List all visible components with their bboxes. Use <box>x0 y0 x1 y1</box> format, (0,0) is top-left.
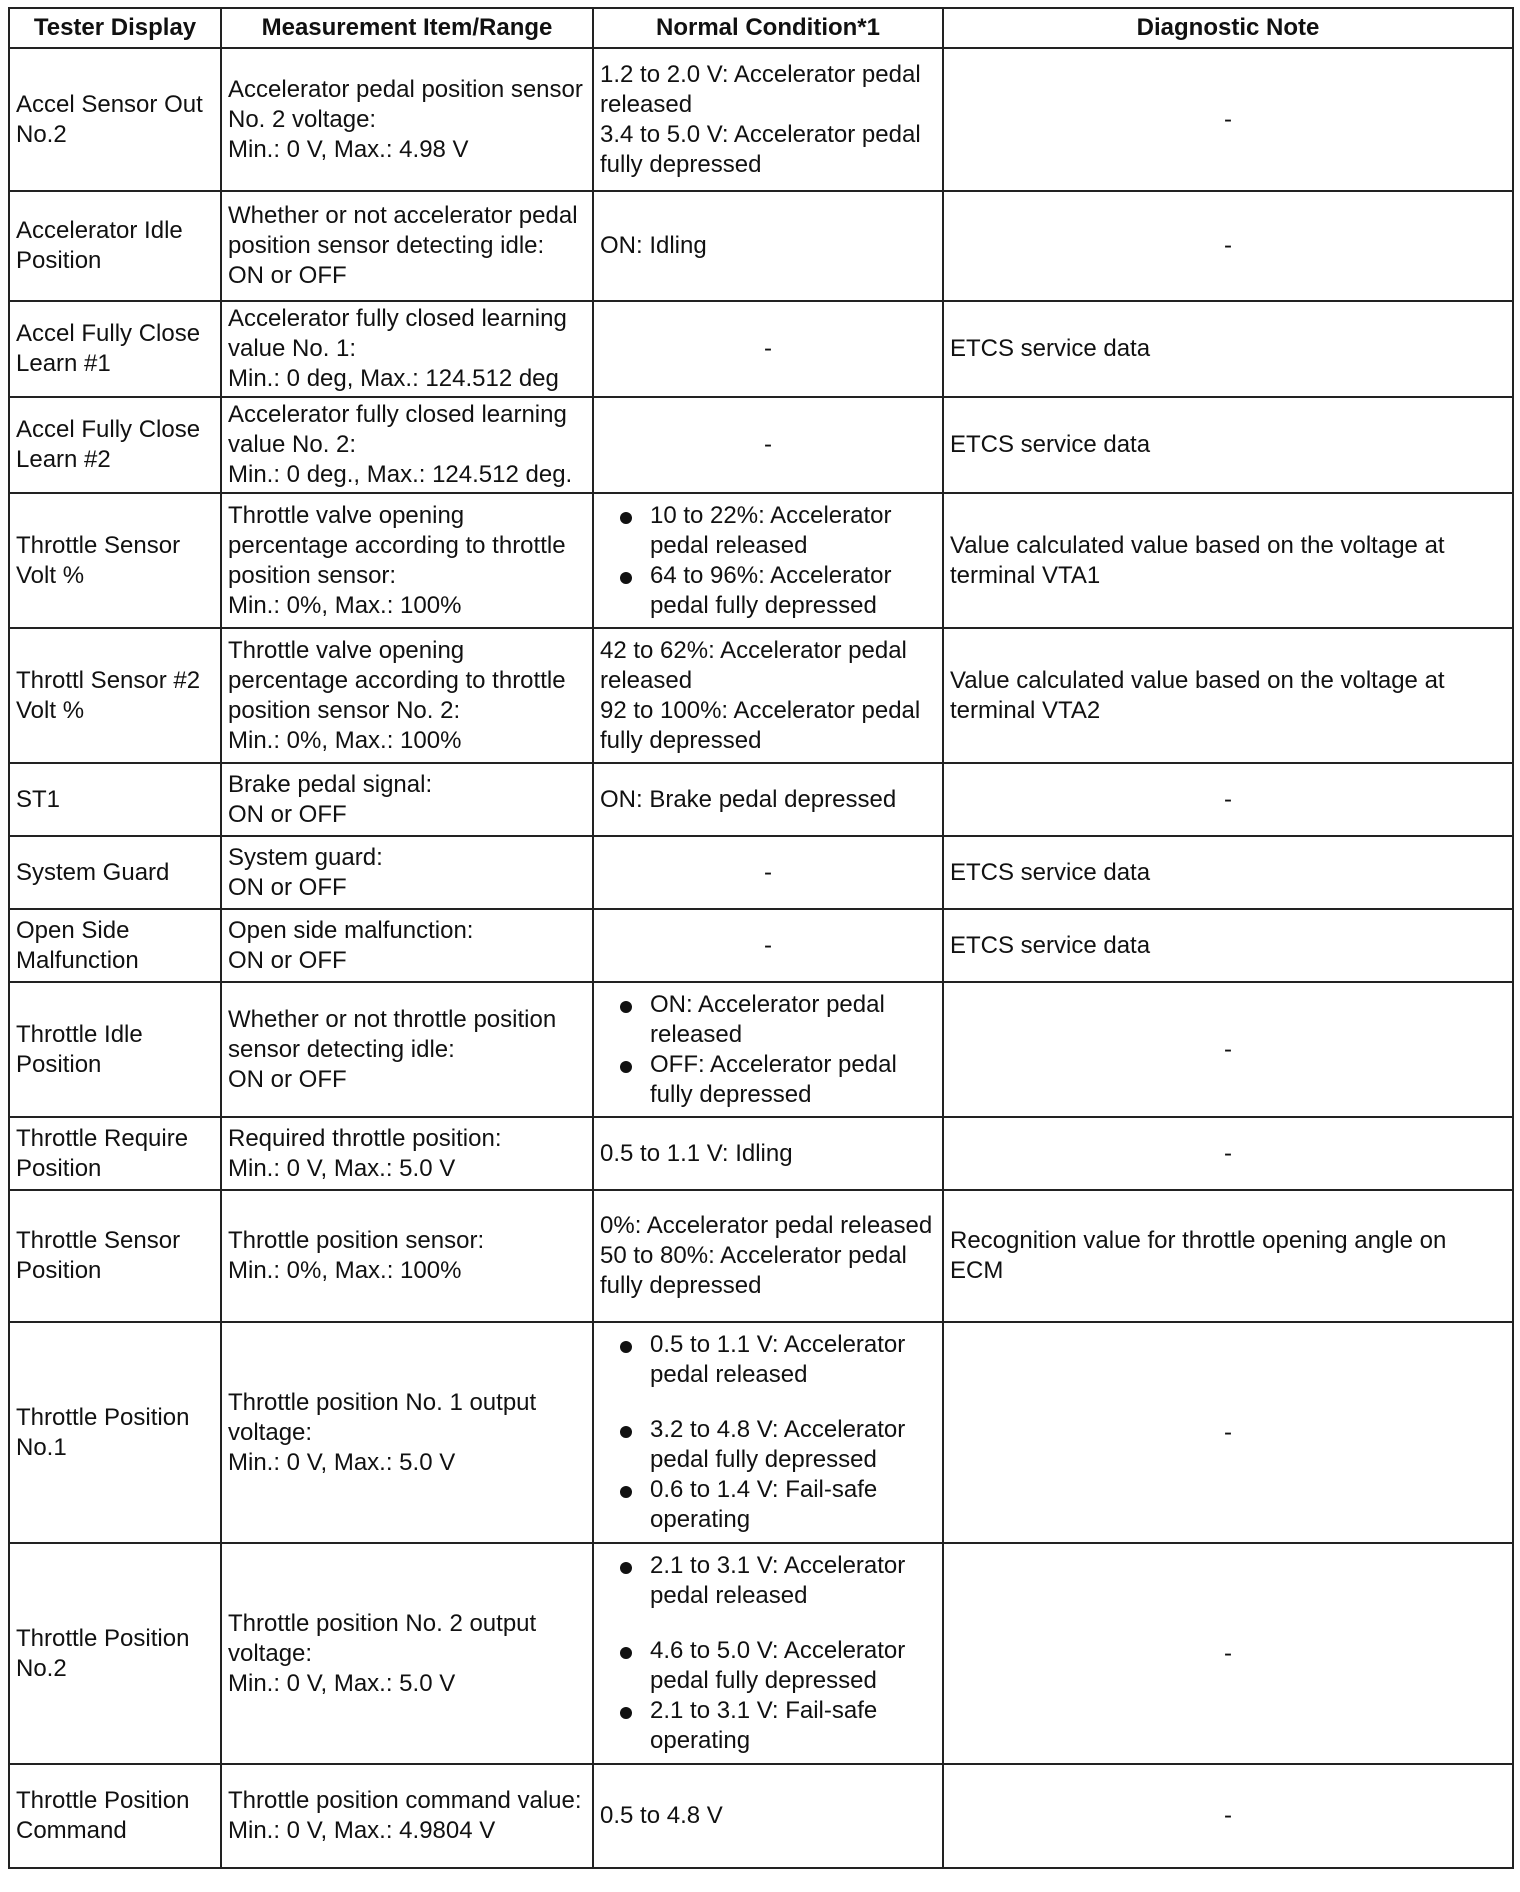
table-row <box>9 1322 1513 1543</box>
condition-line: 1.2 to 2.0 V: Accelerator pedal released <box>600 60 921 118</box>
bullet-dot-icon <box>620 1061 632 1073</box>
bullet-dot-icon <box>620 1486 632 1498</box>
measurement-range-cell <box>221 1764 593 1868</box>
table-row <box>9 982 1513 1117</box>
condition-bullet-item <box>600 1636 936 1696</box>
diagnostic-note-cell: - <box>943 1543 1513 1764</box>
table-row <box>9 628 1513 763</box>
range-line: Accelerator pedal position sensor No. 2 voltage: <box>228 75 583 133</box>
bullet-dot-icon <box>620 1341 632 1353</box>
tester-display-cell: Throttle Position No.2 <box>9 1543 221 1764</box>
diagnostic-note-cell: Recognition value for throttle opening angle on ECM <box>943 1190 1513 1322</box>
range-line: Whether or not throttle position sensor detecting idle: <box>228 1005 557 1063</box>
tester-display-cell: Open Side Malfunction <box>9 909 221 982</box>
condition-bullet-text: OFF: Accelerator pedal fully depressed <box>650 1050 897 1108</box>
condition-bullet-list <box>600 1330 936 1535</box>
condition-bullet-text: 10 to 22%: Accelerator pedal released <box>650 501 892 559</box>
tester-display-cell: ST1 <box>9 763 221 836</box>
normal-condition-cell <box>593 301 943 397</box>
condition-line: 0%: Accelerator pedal released <box>600 1212 933 1239</box>
condition-line: 42 to 62%: Accelerator pedal released <box>600 636 907 694</box>
header-row <box>9 8 1513 48</box>
range-line: ON or OFF <box>228 262 347 289</box>
table-row <box>9 191 1513 301</box>
range-line: System guard: <box>228 843 383 871</box>
range-line: Min.: 0 V, Max.: 5.0 V <box>228 1669 456 1697</box>
normal-condition-cell <box>593 628 943 763</box>
normal-condition-cell <box>593 1117 943 1190</box>
condition-bullet-item <box>600 1696 936 1756</box>
condition-bullet-text: 0.5 to 1.1 V: Accelerator pedal released <box>650 1331 906 1388</box>
measurement-range-cell <box>221 1322 593 1543</box>
condition-line: - <box>764 335 772 362</box>
table-row <box>9 909 1513 982</box>
tester-display-cell: Accelerator Idle Position <box>9 191 221 301</box>
normal-condition-cell <box>593 1764 943 1868</box>
condition-bullet-item <box>600 1050 936 1110</box>
tester-display-cell: Throttl Sensor #2 Volt % <box>9 628 221 763</box>
normal-condition-cell <box>593 493 943 628</box>
tester-display-cell: System Guard <box>9 836 221 909</box>
range-line: ON or OFF <box>228 800 347 828</box>
table-row <box>9 836 1513 909</box>
range-line: Throttle position No. 2 output voltage: <box>228 1609 537 1667</box>
condition-line: 3.4 to 5.0 V: Accelerator pedal fully depressed <box>600 120 921 178</box>
bullet-dot-icon <box>620 1562 632 1574</box>
diagnostic-note-cell: ETCS service data <box>943 836 1513 909</box>
tester-display-cell: Throttle Idle Position <box>9 982 221 1117</box>
normal-condition-cell <box>593 191 943 301</box>
measurement-range-cell <box>221 982 593 1117</box>
header-tester-display: Tester Display <box>9 8 221 48</box>
condition-bullet-text: ON: Accelerator pedal released <box>650 990 885 1048</box>
table-row <box>9 48 1513 191</box>
diagnostic-note-cell: - <box>943 763 1513 836</box>
header-measurement-item: Measurement Item/Range <box>221 8 593 48</box>
range-line: Min.: 0 deg, Max.: 124.512 deg <box>228 365 559 392</box>
diagnostic-note-cell: - <box>943 191 1513 301</box>
condition-bullet-text: 2.1 to 3.1 V: Fail-safe operating <box>650 1697 878 1754</box>
condition-line: ON: Brake pedal depressed <box>600 785 897 813</box>
condition-line: 50 to 80%: Accelerator pedal fully depressed <box>600 1242 907 1299</box>
normal-condition-cell <box>593 982 943 1117</box>
table-row <box>9 1190 1513 1322</box>
condition-line: 0.5 to 1.1 V: Idling <box>600 1139 793 1167</box>
diagnostic-note-cell: Value calculated value based on the voltage at terminal VTA1 <box>943 493 1513 628</box>
range-line: Min.: 0 deg., Max.: 124.512 deg. <box>228 461 573 488</box>
measurement-range-cell <box>221 1543 593 1764</box>
condition-bullet-text: 4.6 to 5.0 V: Accelerator pedal fully depressed <box>650 1637 906 1694</box>
data-list-table <box>8 7 1514 1869</box>
condition-bullet-list <box>600 990 936 1110</box>
condition-bullet-text: 3.2 to 4.8 V: Accelerator pedal fully depressed <box>650 1416 906 1473</box>
header-diagnostic-note: Diagnostic Note <box>943 8 1513 48</box>
normal-condition-cell <box>593 1322 943 1543</box>
range-line: Throttle valve opening percentage according to throttle position sensor: <box>228 501 566 589</box>
normal-condition-cell <box>593 836 943 909</box>
normal-condition-cell <box>593 909 943 982</box>
condition-line: - <box>764 858 772 886</box>
range-line: Throttle valve opening percentage according to throttle position sensor No. 2: <box>228 636 566 724</box>
condition-line: 0.5 to 4.8 V <box>600 1802 723 1829</box>
normal-condition-cell <box>593 48 943 191</box>
table-row <box>9 1117 1513 1190</box>
condition-line: - <box>764 931 772 959</box>
measurement-range-cell <box>221 493 593 628</box>
diagnostic-note-cell: ETCS service data <box>943 397 1513 493</box>
range-line: ON or OFF <box>228 1065 347 1093</box>
bullet-dot-icon <box>620 1707 632 1719</box>
tester-display-cell: Accel Fully Close Learn #1 <box>9 301 221 397</box>
range-line: Min.: 0 V, Max.: 4.9804 V <box>228 1817 496 1844</box>
measurement-range-cell <box>221 763 593 836</box>
diagnostic-note-cell: - <box>943 982 1513 1117</box>
condition-bullet-item <box>600 990 936 1050</box>
diagnostic-note-cell: - <box>943 48 1513 191</box>
diagnostic-note-cell: ETCS service data <box>943 301 1513 397</box>
table-row <box>9 493 1513 628</box>
range-line: Accelerator fully closed learning value No. 1: <box>228 305 567 362</box>
diagnostic-note-cell: - <box>943 1322 1513 1543</box>
measurement-range-cell <box>221 1190 593 1322</box>
condition-bullet-item <box>600 1551 936 1611</box>
measurement-range-cell <box>221 909 593 982</box>
condition-bullet-text: 0.6 to 1.4 V: Fail-safe operating <box>650 1476 878 1533</box>
condition-bullet-item <box>600 561 936 621</box>
measurement-range-cell <box>221 628 593 763</box>
table-row <box>9 763 1513 836</box>
range-line: Required throttle position: <box>228 1124 502 1152</box>
condition-bullet-item <box>600 1475 936 1535</box>
bullet-dot-icon <box>620 1001 632 1013</box>
bullet-dot-icon <box>620 1426 632 1438</box>
range-line: Min.: 0%, Max.: 100% <box>228 726 462 754</box>
bullet-dot-icon <box>620 512 632 524</box>
condition-bullet-list <box>600 501 936 621</box>
diagnostic-note-cell: Value calculated value based on the voltage at terminal VTA2 <box>943 628 1513 763</box>
normal-condition-cell <box>593 1543 943 1764</box>
condition-line: 92 to 100%: Accelerator pedal fully depressed <box>600 696 921 754</box>
range-line: Whether or not accelerator pedal position sensor detecting idle: <box>228 202 578 259</box>
condition-bullet-text: 64 to 96%: Accelerator pedal fully depressed <box>650 561 892 619</box>
range-line: Min.: 0 V, Max.: 4.98 V <box>228 135 469 163</box>
range-line: Min.: 0 V, Max.: 5.0 V <box>228 1154 456 1182</box>
condition-line: ON: Idling <box>600 232 707 259</box>
measurement-range-cell <box>221 301 593 397</box>
range-line: Min.: 0 V, Max.: 5.0 V <box>228 1448 456 1476</box>
range-line: Min.: 0%, Max.: 100% <box>228 591 462 619</box>
header-normal-condition: Normal Condition*1 <box>593 8 943 48</box>
range-line: Brake pedal signal: <box>228 770 433 798</box>
measurement-range-cell <box>221 48 593 191</box>
table-row <box>9 1543 1513 1764</box>
diagnostic-note-cell: - <box>943 1764 1513 1868</box>
range-line: ON or OFF <box>228 946 347 974</box>
tester-display-cell: Throttle Position No.1 <box>9 1322 221 1543</box>
measurement-range-cell <box>221 397 593 493</box>
range-line: Throttle position No. 1 output voltage: <box>228 1388 537 1446</box>
condition-bullet-item <box>600 1415 936 1475</box>
bullet-dot-icon <box>620 1647 632 1659</box>
measurement-range-cell <box>221 191 593 301</box>
condition-bullet-list <box>600 1551 936 1756</box>
tester-display-cell: Throttle Position Command <box>9 1764 221 1868</box>
table-row <box>9 301 1513 397</box>
diagnostic-note-cell: - <box>943 1117 1513 1190</box>
tester-display-cell: Throttle Sensor Volt % <box>9 493 221 628</box>
bullet-dot-icon <box>620 572 632 584</box>
condition-bullet-text: 2.1 to 3.1 V: Accelerator pedal released <box>650 1552 906 1609</box>
range-line: Throttle position command value: <box>228 1787 582 1814</box>
table-row <box>9 1764 1513 1868</box>
range-line: Accelerator fully closed learning value No. 2: <box>228 401 567 458</box>
table-row <box>9 397 1513 493</box>
range-line: ON or OFF <box>228 873 347 901</box>
condition-bullet-item <box>600 501 936 561</box>
condition-bullet-item <box>600 1330 936 1390</box>
normal-condition-cell <box>593 1190 943 1322</box>
range-line: Throttle position sensor: <box>228 1227 485 1254</box>
tester-display-cell: Accel Sensor Out No.2 <box>9 48 221 191</box>
range-line: Min.: 0%, Max.: 100% <box>228 1257 462 1284</box>
diagnostic-note-cell: ETCS service data <box>943 909 1513 982</box>
normal-condition-cell <box>593 397 943 493</box>
condition-line: - <box>764 431 772 458</box>
tester-display-cell: Throttle Require Position <box>9 1117 221 1190</box>
measurement-range-cell <box>221 836 593 909</box>
normal-condition-cell <box>593 763 943 836</box>
data-list-table-container <box>8 7 1512 1869</box>
tester-display-cell: Throttle Sensor Position <box>9 1190 221 1322</box>
measurement-range-cell <box>221 1117 593 1190</box>
tester-display-cell: Accel Fully Close Learn #2 <box>9 397 221 493</box>
range-line: Open side malfunction: <box>228 916 474 944</box>
